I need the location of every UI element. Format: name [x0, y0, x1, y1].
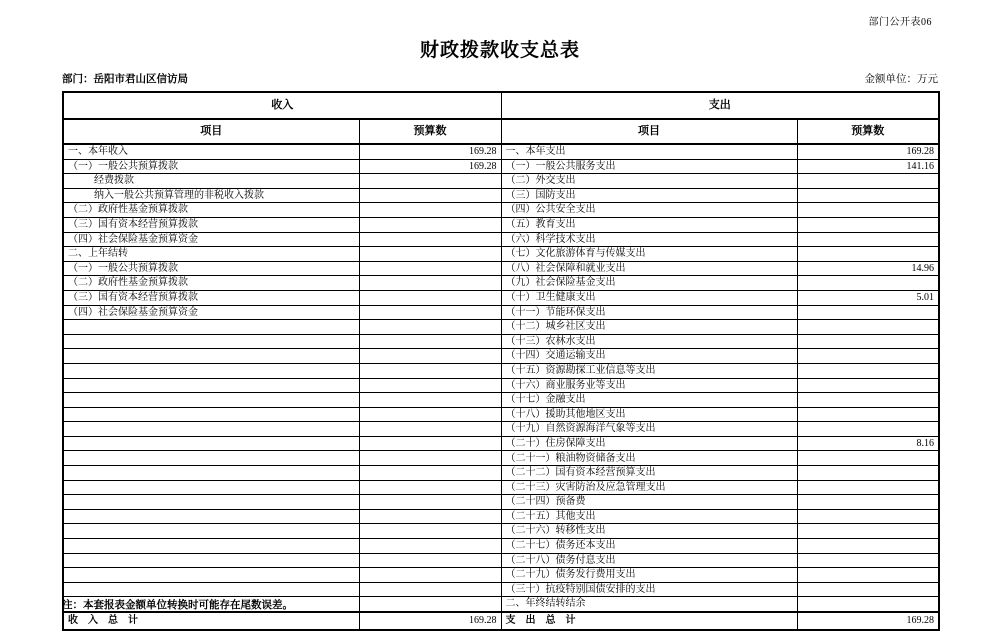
column-header-row	[63, 119, 939, 144]
table-row	[63, 305, 939, 320]
expense-value-cell	[797, 305, 939, 320]
table-row	[63, 407, 939, 422]
table-row	[63, 393, 939, 408]
expense-item-cell: （二十九）债务发行费用支出	[501, 568, 797, 583]
table-row	[63, 261, 939, 276]
income-value-cell	[359, 422, 501, 437]
expense-value-cell	[797, 509, 939, 524]
income-total-value: 169.28	[359, 612, 501, 630]
expense-item-cell: （七）文化旅游体育与传媒支出	[501, 247, 797, 262]
table-row	[63, 451, 939, 466]
expense-value-cell	[797, 217, 939, 232]
expense-value-cell	[797, 203, 939, 218]
table-row	[63, 349, 939, 364]
income-item-cell	[63, 393, 359, 408]
expense-item-cell: （十五）资源勘探工业信息等支出	[501, 363, 797, 378]
income-item-cell	[63, 451, 359, 466]
page-title: 财政拨款收支总表	[419, 40, 580, 61]
income-item-cell	[63, 480, 359, 495]
expense-value-cell: 14.96	[797, 261, 939, 276]
expense-value-cell: 169.28	[797, 144, 939, 159]
income-item-cell	[63, 436, 359, 451]
expense-value-cell	[797, 276, 939, 291]
income-item-cell: （四）社会保险基金预算资金	[63, 305, 359, 320]
expense-item-cell: （二十）住房保障支出	[501, 436, 797, 451]
income-item-cell	[63, 378, 359, 393]
expense-value-cell	[797, 539, 939, 554]
income-item-cell: （一）一般公共预算拨款	[63, 159, 359, 174]
income-value-cell	[359, 451, 501, 466]
expense-item-cell: （一）一般公共服务支出	[501, 159, 797, 174]
table-row	[63, 232, 939, 247]
expense-value-cell	[797, 422, 939, 437]
income-value-cell	[359, 480, 501, 495]
expense-value-cell	[797, 597, 939, 612]
income-value-cell: 169.28	[359, 144, 501, 159]
expense-item-header: 项目	[501, 119, 797, 144]
expense-item-cell: （二十二）国有资本经营预算支出	[501, 466, 797, 481]
table-row	[63, 334, 939, 349]
expense-value-cell	[797, 466, 939, 481]
income-value-cell	[359, 334, 501, 349]
table-row	[63, 217, 939, 232]
income-value-cell	[359, 363, 501, 378]
income-value-cell	[359, 247, 501, 262]
income-budget-header: 预算数	[359, 119, 501, 144]
expense-value-cell	[797, 553, 939, 568]
income-item-cell: 纳入一般公共预算管理的非税收入拨款	[63, 188, 359, 203]
income-item-cell: 经费拨款	[63, 174, 359, 189]
income-value-cell	[359, 232, 501, 247]
income-value-cell	[359, 305, 501, 320]
expense-value-cell	[797, 495, 939, 510]
expense-item-cell: （三十）抗疫特别国债安排的支出	[501, 582, 797, 597]
income-item-header: 项目	[63, 119, 359, 144]
expense-value-cell	[797, 247, 939, 262]
income-group-header: 收入	[63, 92, 501, 119]
expense-item-cell: （十二）城乡社区支出	[501, 320, 797, 335]
income-item-cell	[63, 568, 359, 583]
expense-item-cell: （二十八）债务付息支出	[501, 553, 797, 568]
expense-item-cell: 二、年终结转结余	[501, 597, 797, 612]
expense-value-cell	[797, 320, 939, 335]
income-item-cell	[63, 320, 359, 335]
expense-value-cell	[797, 524, 939, 539]
expense-item-cell: （十三）农林水支出	[501, 334, 797, 349]
expense-value-cell	[797, 188, 939, 203]
doc-code: 部门公开表06	[868, 17, 932, 28]
table-row	[63, 363, 939, 378]
income-value-cell	[359, 495, 501, 510]
income-value-cell	[359, 407, 501, 422]
table-row	[63, 553, 939, 568]
income-item-cell: （一）一般公共预算拨款	[63, 261, 359, 276]
expense-value-cell	[797, 480, 939, 495]
income-item-cell	[63, 509, 359, 524]
expense-value-cell	[797, 378, 939, 393]
expense-item-cell: （二）外交支出	[501, 174, 797, 189]
income-value-cell	[359, 276, 501, 291]
income-value-cell	[359, 378, 501, 393]
income-item-cell: （二）政府性基金预算拨款	[63, 276, 359, 291]
table-row	[63, 144, 939, 159]
income-item-cell	[63, 422, 359, 437]
table-body	[63, 144, 939, 612]
expense-value-cell	[797, 451, 939, 466]
table-row	[63, 276, 939, 291]
table-row	[63, 203, 939, 218]
table-row	[63, 509, 939, 524]
expense-budget-header: 预算数	[797, 119, 939, 144]
income-value-cell	[359, 203, 501, 218]
income-value-cell	[359, 188, 501, 203]
table-row	[63, 378, 939, 393]
expense-value-cell	[797, 232, 939, 247]
income-value-cell	[359, 261, 501, 276]
income-item-cell	[63, 349, 359, 364]
table-row	[63, 568, 939, 583]
expense-value-cell	[797, 568, 939, 583]
expense-item-cell: （十四）交通运输支出	[501, 349, 797, 364]
meta-row	[62, 71, 938, 86]
table-row	[63, 582, 939, 597]
expense-item-cell: （二十六）转移性支出	[501, 524, 797, 539]
table-row	[63, 466, 939, 481]
income-item-cell	[63, 334, 359, 349]
table-row	[63, 247, 939, 262]
income-value-cell	[359, 290, 501, 305]
income-value-cell	[359, 320, 501, 335]
expense-item-cell: （二十三）灾害防治及应急管理支出	[501, 480, 797, 495]
expense-item-cell: （十七）金融支出	[501, 393, 797, 408]
expense-item-cell: 一、本年支出	[501, 144, 797, 159]
table-row	[63, 174, 939, 189]
income-item-cell	[63, 466, 359, 481]
income-value-cell: 169.28	[359, 159, 501, 174]
expense-item-cell: （二十四）预备费	[501, 495, 797, 510]
income-value-cell	[359, 174, 501, 189]
expense-item-cell: （十九）自然资源海洋气象等支出	[501, 422, 797, 437]
expense-item-cell: （十六）商业服务业等支出	[501, 378, 797, 393]
expense-item-cell: （十一）节能环保支出	[501, 305, 797, 320]
income-value-cell	[359, 466, 501, 481]
expense-item-cell: （六）科学技术支出	[501, 232, 797, 247]
income-value-cell	[359, 217, 501, 232]
expense-value-cell	[797, 363, 939, 378]
expense-item-cell: （十）卫生健康支出	[501, 290, 797, 305]
income-item-cell	[63, 582, 359, 597]
expense-value-cell: 141.16	[797, 159, 939, 174]
budget-table	[62, 91, 940, 631]
expense-value-cell	[797, 582, 939, 597]
table-row	[63, 320, 939, 335]
expense-value-cell	[797, 334, 939, 349]
table-row	[63, 539, 939, 554]
income-value-cell	[359, 524, 501, 539]
expense-group-header: 支出	[501, 92, 939, 119]
expense-item-cell: （十八）援助其他地区支出	[501, 407, 797, 422]
income-item-cell	[63, 363, 359, 378]
expense-item-cell: （二十五）其他支出	[501, 509, 797, 524]
income-value-cell	[359, 553, 501, 568]
income-value-cell	[359, 393, 501, 408]
income-total-label: 收 入 总 计	[63, 612, 359, 630]
total-row	[63, 612, 939, 630]
income-item-cell: （四）社会保险基金预算资金	[63, 232, 359, 247]
income-item-cell	[63, 539, 359, 554]
income-item-cell: （二）政府性基金预算拨款	[63, 203, 359, 218]
table-row	[63, 422, 939, 437]
expense-value-cell: 8.16	[797, 436, 939, 451]
income-value-cell	[359, 582, 501, 597]
group-header-row	[63, 92, 939, 119]
income-item-cell: 二、上年结转	[63, 247, 359, 262]
expense-item-cell: （三）国防支出	[501, 188, 797, 203]
income-value-cell	[359, 349, 501, 364]
table-row	[63, 524, 939, 539]
table-row	[63, 495, 939, 510]
income-item-cell: 一、本年收入	[63, 144, 359, 159]
income-value-cell	[359, 597, 501, 612]
table-row	[63, 159, 939, 174]
table-row	[63, 436, 939, 451]
income-value-cell	[359, 539, 501, 554]
income-item-cell	[63, 553, 359, 568]
footnote: 注：本套报表金额单位转换时可能存在尾数误差。	[62, 600, 293, 611]
income-value-cell	[359, 436, 501, 451]
expense-item-cell: （五）教育支出	[501, 217, 797, 232]
expense-value-cell	[797, 407, 939, 422]
expense-total-label: 支 出 总 计	[501, 612, 797, 630]
table-row	[63, 480, 939, 495]
department-label: 部门：岳阳市君山区信访局	[62, 74, 188, 85]
expense-item-cell: （八）社会保障和就业支出	[501, 261, 797, 276]
expense-item-cell: （四）公共安全支出	[501, 203, 797, 218]
income-item-cell	[63, 407, 359, 422]
income-item-cell	[63, 524, 359, 539]
table-row	[63, 188, 939, 203]
income-value-cell	[359, 509, 501, 524]
expense-item-cell: （九）社会保险基金支出	[501, 276, 797, 291]
income-value-cell	[359, 568, 501, 583]
expense-value-cell	[797, 393, 939, 408]
income-item-cell	[63, 495, 359, 510]
income-item-cell: （三）国有资本经营预算拨款	[63, 290, 359, 305]
expense-value-cell: 5.01	[797, 290, 939, 305]
expense-item-cell: （二十七）债务还本支出	[501, 539, 797, 554]
expense-value-cell	[797, 349, 939, 364]
expense-total-value: 169.28	[797, 612, 939, 630]
expense-item-cell: （二十一）粮油物资储备支出	[501, 451, 797, 466]
unit-label: 金额单位：万元	[864, 74, 938, 85]
table-row	[63, 290, 939, 305]
expense-value-cell	[797, 174, 939, 189]
income-item-cell: （三）国有资本经营预算拨款	[63, 217, 359, 232]
